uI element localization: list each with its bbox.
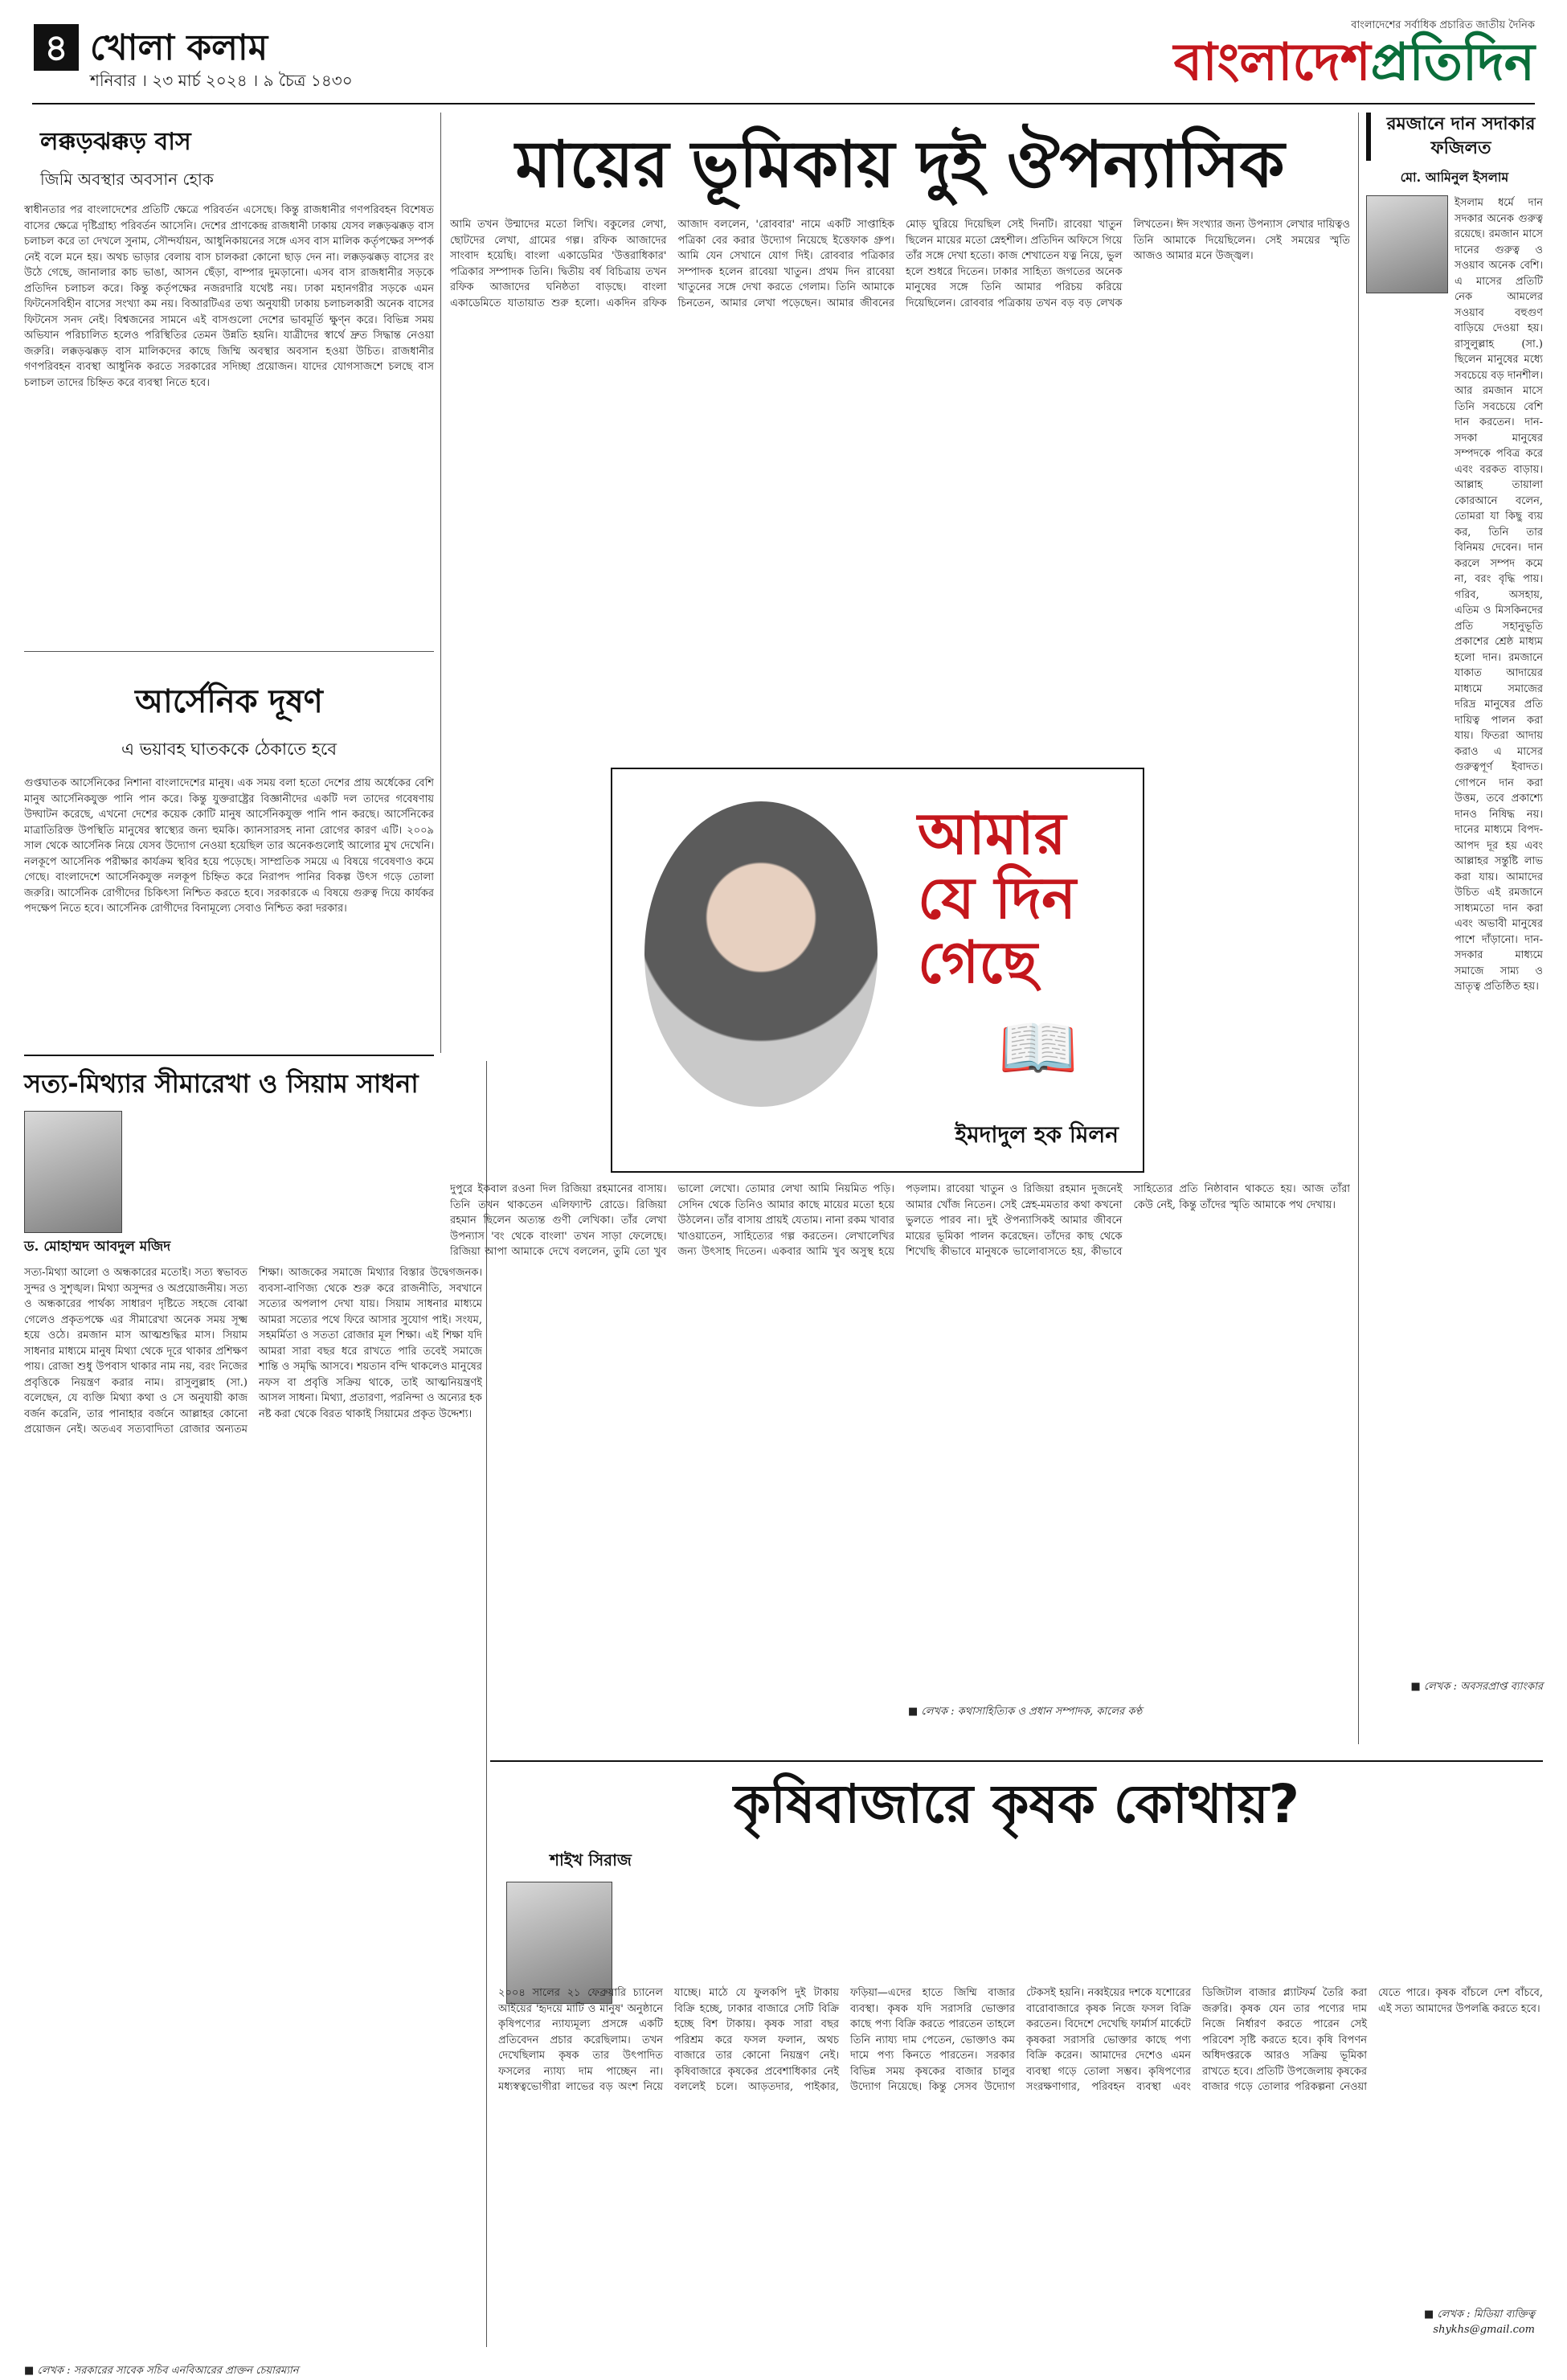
siyam-author: ড. মোহাম্মদ আবদুল মজিদ bbox=[24, 1239, 171, 1255]
siyam-body: সত্য-মিথ্যা আলো ও অন্ধকারের মতোই। সত্য স্বভাবত সুন্দর ও সুশৃঙ্খল। মিথ্যা অসুন্দর ও অপ্রয়োজনীয়। সত্য ও অন্ধকারের পার্থক্য সাধারণ দৃষ্টিতে সহজে বোঝা গেলেও প্রকৃতপক্ষে এর সীমারেখা অনেক সময় সূক্ষ্ম হয়ে ওঠে। রমজান মাস আত্মশুদ্ধির মাস। সিয়াম সাধনার মাধ্যমে মানুষ মিথ্যা থেকে দূরে থাকার প্রশিক্ষণ পায়। রোজা শুধু উপবাস থাকার নাম নয়, বরং নিজের প্রবৃত্তিকে নিয়ন্ত্রণ করার নাম। রাসুলুল্লাহ (সা.) বলেছেন, যে ব্যক্তি মিথ্যা কথা ও সে অনুযায়ী কাজ বর্জন করেনি, তার পানাহার বর্জনে আল্লাহর কোনো প্রয়োজন নেই। অতএব সত্যবাদিতা রোজার অন্যতম শিক্ষা। আজকের সমাজে মিথ্যার বিস্তার উদ্বেগজনক। ব্যবসা-বাণিজ্য থেকে শুরু করে রাজনীতি, সবখানে সত্যের অপলাপ দেখা যায়। সিয়াম সাধনার মাধ্যমে আমরা সত্যের পথে ফিরে আসার সুযোগ পাই। সংযম, সহমর্মিতা ও সততা রোজার মূল শিক্ষা। এই শিক্ষা যদি আমরা সারা বছর ধরে রাখতে পারি তবেই সমাজে শান্তি ও সমৃদ্ধি আসবে। শয়তান বন্দি থাকলেও মানুষের নফস বা প্রবৃত্তি সক্রিয় থাকে, তাই আত্মনিয়ন্ত্রণই আসল সাধনা। মিথ্যা, প্রতারণা, পরনিন্দা ও অন্যের হক নষ্ট করা থেকে বিরত থাকাই সিয়ামের প্রকৃত উদ্দেশ্য। bbox=[24, 1267, 482, 1436]
column-banner bbox=[918, 801, 1076, 994]
brand-name-part1: বাংলাদেশ bbox=[1173, 33, 1371, 92]
krishi-email[interactable]: shykhs@gmail.com bbox=[1433, 2324, 1535, 2336]
krishi-footnote-block bbox=[1424, 2307, 1535, 2336]
box-author: ইমদাদুল হক মিলন bbox=[955, 1121, 1119, 1148]
banner-line-3: গেছে bbox=[918, 928, 1037, 996]
left-divider-2 bbox=[24, 1055, 434, 1056]
siyam-story bbox=[24, 1061, 482, 2380]
col-divider-left bbox=[440, 113, 441, 1053]
siyam-author-photo bbox=[24, 1111, 122, 1233]
ramadan-author-photo bbox=[1366, 195, 1448, 293]
author-portrait bbox=[644, 801, 878, 1107]
main-story bbox=[450, 121, 1350, 209]
left-column bbox=[24, 113, 434, 1065]
story1-body: স্বাধীনতার পর বাংলাদেশের প্রতিটি ক্ষেত্রে পরিবর্তন এসেছে। কিন্তু রাজধানীর গণপরিবহন বিশেষত বাসের ক্ষেত্রে দৃষ্টিগ্রাহ্য পরিবর্তন আসেনি। দেশের প্রাণকেন্দ্র রাজধানী ঢাকায় যেসব লক্কড়ঝক্কড় বাস চলাচল করে তা দেখলে সুনাম, সৌন্দর্যায়ন, আধুনিকায়নের সঙ্গে এসব বাস মালিক কর্তৃপক্ষের সম্পর্ক নেই বলে মনে হয়। অথচ ভাড়ার বেলায় বাস চালকরা কোনো ছাড় দেন না। লক্কড়ঝক্কড় বাসের রং উঠে গেছে, জানালার কাচ ভাঙা, আসন ছেঁড়া, বাম্পার দুমড়ানো। এসব বাস রাজধানীর সড়কে প্রতিদিন চলাচল করে। কিন্তু কর্তৃপক্ষের নজরদারি যথেষ্ট নয়। ঢাকা মহানগরীর সড়কে এমন ফিটনেসবিহীন বাসের সংখ্যা কম নয়। বিআরটিএর তথ্য অনুযায়ী ঢাকায় চলাচলকারী অনেক বাসের ফিটনেস সনদ নেই। বিশ্বজনের সামনে এই বাসগুলো দেশের ভাবমূর্তি ক্ষুণ্ন করে। বিভিন্ন সময় অভিযান পরিচালিত হলেও পরিস্থিতির তেমন উন্নতি হয়নি। যাত্রীদের স্বার্থে দ্রুত সিদ্ধান্ত নেওয়া জরুরি। লক্কড়ঝক্কড় বাস মালিকদের কাছে জিম্মি অবস্থার অবসান হওয়া উচিত। রাজধানীর গণপরিবহন ব্যবস্থা আধুনিক করতে সরকারের সদিচ্ছা প্রয়োজন। যাদের যোগসাজশে চলছে বাস চলাচল তাদের চিহ্নিত করে ব্যবস্থা নিতে হবে। bbox=[24, 204, 434, 389]
main-story-title: মায়ের ভূমিকায় দুই ঔপন্যাসিক bbox=[515, 127, 1285, 202]
story2-sub: এ ভয়াবহ ঘাতককে ঠেকাতে হবে bbox=[121, 739, 338, 759]
brand-tagline: বাংলাদেশের সর্বাধিক প্রচারিত জাতীয় দৈনিক bbox=[1351, 19, 1535, 31]
masthead-rule bbox=[32, 103, 1535, 104]
main-story-body-a: আমি তখন উন্মাদের মতো লিখি। বকুলের লেখা, ছোটদের লেখা, গ্রামের গল্প। রফিক আজাদের সাংবাদ হয়েছি। বাংলা একাডেমির 'উত্তরাধিকার' পত্রিকার সম্পাদক তিনি। দ্বিতীয় বর্ষ বিচিত্রায় তখন রফিক আজাদের ঘনিষ্ঠতা বাড়ছে। বাংলা একাডেমিতে যাতায়াত শুরু হলো। একদিন রফিক আজাদ বললেন, 'রোববার' নামে একটি সাপ্তাহিক পত্রিকা বের করার উদ্যোগ নিয়েছে ইত্তেফাক গ্রুপ। আমি যেন সেখানে যোগ দিই। রোববার পত্রিকার সম্পাদক হলেন রাবেয়া খাতুন। প্রথম দিন রাবেয়া খাতুনের সঙ্গে দেখা করতে গেলাম। তিনি আমাকে চিনতেন, আমার লেখা পড়েছেন। আমার জীবনের মোড় ঘুরিয়ে দিয়েছিল সেই দিনটি। রাবেয়া খাতুন ছিলেন মায়ের মতো স্নেহশীল। প্রতিদিন অফিসে গিয়ে তাঁর সঙ্গে দেখা হতো। কাজ শেখাতেন যত্ন নিয়ে, ভুল হলে শুধরে দিতেন। ঢাকার সাহিত্য জগতের অনেক মানুষের সঙ্গে তিনি আমার পরিচয় করিয়ে দিয়েছিলেন। রোববার পত্রিকায় তখন বড় বড় লেখক লিখতেন। ঈদ সংখ্যার জন্য উপন্যাস লেখার দায়িত্বও তিনি আমাকে দিয়েছিলেন। সেই সময়ের স্মৃতি আজও আমার মনে উজ্জ্বল। bbox=[450, 219, 1350, 309]
ramadan-footnote: ■ লেখক : অবসরপ্রাপ্ত ব্যাংকার bbox=[1410, 1681, 1543, 1693]
krishi-author: শাইখ সিরাজ bbox=[550, 1850, 632, 1870]
feature-image-box bbox=[611, 768, 1144, 1173]
ramadan-author: মো. আমিনুল ইসলাম bbox=[1400, 170, 1509, 185]
krishi-footnote: ■ লেখক : মিডিয়া ব্যক্তিত্ব bbox=[1423, 2308, 1535, 2321]
krishi-title: কৃষিবাজারে কৃষক কোথায়? bbox=[733, 1773, 1300, 1835]
issue-date: শনিবার । ২৩ মার্চ ২০২৪ । ৯ চৈত্র ১৪৩০ bbox=[90, 71, 353, 90]
story2-title: আর্সেনিক দূষণ bbox=[135, 683, 323, 720]
krishi-story bbox=[490, 1768, 1543, 1841]
krishi-author-block bbox=[498, 1849, 683, 2004]
siyam-title: সত্য-মিথ্যার সীমারেখা ও সিয়াম সাধনা bbox=[24, 1068, 419, 1099]
siyam-footnote: ■ লেখক : সরকারের সাবেক সচিব এনবিআরের প্রাক্তন চেয়ারম্যান bbox=[24, 2365, 299, 2377]
ramadan-body: ইসলাম ধর্মে দান সদকার অনেক গুরুত্ব রয়েছে। রমজান মাসে দানের গুরুত্ব ও সওয়াব অনেক বেশি। এ মাসের প্রতিটি নেক আমলের সওয়াব বহুগুণ বাড়িয়ে দেওয়া হয়। রাসুলুল্লাহ (সা.) ছিলেন মানুষের মধ্যে সবচেয়ে বড় দানশীল। আর রমজান মাসে তিনি সবচেয়ে বেশি দান করতেন। দান-সদকা মানুষের সম্পদকে পবিত্র করে এবং বরকত বাড়ায়। আল্লাহ তায়ালা কোরআনে বলেন, তোমরা যা কিছু ব্যয় কর, তিনি তার বিনিময় দেবেন। দান করলে সম্পদ কমে না, বরং বৃদ্ধি পায়। গরিব, অসহায়, এতিম ও মিসকিনদের প্রতি সহানুভূতি প্রকাশের শ্রেষ্ঠ মাধ্যম হলো দান। রমজানে যাকাত আদায়ের মাধ্যমে সমাজের দরিদ্র মানুষের প্রতি দায়িত্ব পালন করা যায়। ফিতরা আদায় করাও এ মাসের গুরুত্বপূর্ণ ইবাদত। গোপনে দান করা উত্তম, তবে প্রকাশ্যে দানও নিষিদ্ধ নয়। দানের মাধ্যমে বিপদ-আপদ দূর হয় এবং আল্লাহর সন্তুষ্টি লাভ করা যায়। আমাদের উচিত এই রমজানে সাধ্যমতো দান করা এবং অভাবী মানুষের পাশে দাঁড়ানো। দান-সদকার মাধ্যমে সমাজে সাম্য ও ভ্রাতৃত্ব প্রতিষ্ঠিত হয়। bbox=[1454, 197, 1543, 993]
brand-name bbox=[1174, 35, 1535, 91]
main-story-footnote: ■ লেখক : কথাসাহিত্যিক ও প্রধান সম্পাদক, কালের কণ্ঠ bbox=[908, 1706, 1143, 1718]
col-divider-right bbox=[1358, 113, 1359, 1744]
banner-line-1: আমার bbox=[918, 800, 1066, 867]
left-divider-1 bbox=[24, 651, 434, 652]
story2-body: গুপ্তঘাতক আর্সেনিকের নিশানা বাংলাদেশের মানুষ। এক সময় বলা হতো দেশের প্রায় অর্ধেকের বেশি মানুষ আর্সেনিকযুক্ত পানি পান করে। কিন্তু যুক্তরাষ্ট্রের বিজ্ঞানীদের একটি দল তাদের গবেষণায় উদ্ঘাটন করেছে, এখনো দেশের কয়েক কোটি মানুষ আর্সেনিকযুক্ত পানি পান করছে। আর্সেনিকের মাত্রাতিরিক্ত উপস্থিতি মানুষের স্বাস্থ্যের জন্য হুমকি। ক্যানসারসহ নানা রোগের কারণ এটি। ২০০৯ সাল থেকে আর্সেনিক নিয়ে যেসব উদ্যোগ নেওয়া হয়েছিল তার অনেকগুলোই আলোর মুখ দেখেনি। নলকূপে আর্সেনিক পরীক্ষার কার্যক্রম স্থবির হয়ে পড়েছে। সাম্প্রতিক সময়ে এ বিষয়ে গবেষণাও কমে গেছে। বাংলাদেশে আর্সেনিকযুক্ত নলকূপ চিহ্নিত করে নিরাপদ পানির বিকল্প উৎস গড়ে তোলা জরুরি। আর্সেনিক রোগীদের চিকিৎসা নিশ্চিত করতে হবে। সরকারকে এ বিষয়ে গুরুত্ব দিয়ে কার্যকর পদক্ষেপ নিতে হবে। আর্সেনিক রোগীদের বিনামূল্যে সেবাও নিশ্চিত করা দরকার। bbox=[24, 777, 434, 915]
ramadan-story bbox=[1366, 113, 1543, 1696]
page-number: ৪ bbox=[34, 24, 79, 71]
brand-name-part2: প্রতিদিন bbox=[1370, 33, 1535, 92]
krishi-top-rule bbox=[490, 1760, 1543, 1762]
story1-title: লক্কড়ঝক্কড় বাস bbox=[40, 128, 191, 156]
main-story-body-b: দুপুরে ইকবাল রওনা দিল রিজিয়া রহমানের বাসায়। তিনি তখন থাকতেন এলিফ্যান্ট রোডে। রিজিয়া রহমান ছিলেন অত্যন্ত গুণী লেখিকা। তাঁর লেখা উপন্যাস 'বং থেকে বাংলা' তখন সাড়া ফেলেছে। রিজিয়া আপা আমাকে দেখে বললেন, তুমি তো খুব ভালো লেখো। তোমার লেখা আমি নিয়মিত পড়ি। সেদিন থেকে তিনিও আমার কাছে মায়ের মতো হয়ে উঠলেন। তাঁর বাসায় প্রায়ই যেতাম। নানা রকম খাবার খাওয়াতেন, সাহিত্যের গল্প করতেন। লেখালেখির জন্য উৎসাহ দিতেন। একবার আমি খুব অসুস্থ হয়ে পড়লাম। রাবেয়া খাতুন ও রিজিয়া রহমান দুজনেই আমার খোঁজ নিতেন। সেই স্নেহ-মমতার কথা কখনো ভুলতে পারব না। দুই ঔপন্যাসিকই আমার জীবনে মায়ের ভূমিকা পালন করেছেন। তাঁদের কাছ থেকে শিখেছি কীভাবে মানুষকে ভালোবাসতে হয়, কীভাবে সাহিত্যের প্রতি নিষ্ঠাবান থাকতে হয়। আজ তাঁরা কেউ নেই, কিন্তু তাঁদের স্মৃতি আমাকে পথ দেখায়। bbox=[450, 1183, 1350, 1258]
book-icon: 📖 bbox=[998, 1010, 1078, 1085]
krishi-body: ২০০৪ সালের ২১ ফেব্রুয়ারি চ্যানেল আইয়ের 'হৃদয়ে মাটি ও মানুষ' অনুষ্ঠানে কৃষিপণ্যের ন্যায্যমূল্য প্রসঙ্গে একটি প্রতিবেদন প্রচার করেছিলাম। তখন দেখেছিলাম কৃষক তার উৎপাদিত ফসলের ন্যায্য দাম পাচ্ছেন না। মধ্যস্বত্বভোগীরা লাভের বড় অংশ নিয়ে যাচ্ছে। মাঠে যে ফুলকপি দুই টাকায় বিক্রি হচ্ছে, ঢাকার বাজারে সেটি বিক্রি হচ্ছে বিশ টাকায়। কৃষক সারা বছর পরিশ্রম করে ফসল ফলান, অথচ বাজারে তার কোনো নিয়ন্ত্রণ নেই। কৃষিবাজারে কৃষকের প্রবেশাধিকার নেই বললেই চলে। আড়তদার, পাইকার, ফড়িয়া—এদের হাতে জিম্মি বাজার ব্যবস্থা। কৃষক যদি সরাসরি ভোক্তার কাছে পণ্য বিক্রি করতে পারতেন তাহলে তিনি ন্যায্য দাম পেতেন, ভোক্তাও কম দামে পণ্য কিনতে পারতেন। সরকার বিভিন্ন সময় কৃষকের বাজার চালুর উদ্যোগ নিয়েছে। কিন্তু সেসব উদ্যোগ টেকসই হয়নি। নব্বইয়ের দশকে যশোরের বারোবাজারে কৃষক নিজে ফসল বিক্রি করতেন। বিদেশে দেখেছি ফার্মার্স মার্কেটে কৃষকরা সরাসরি ভোক্তার কাছে পণ্য বিক্রি করেন। আমাদের দেশেও এমন ব্যবস্থা গড়ে তোলা সম্ভব। কৃষিপণ্যের সংরক্ষণাগার, পরিবহন ব্যবস্থা এবং ডিজিটাল বাজার প্ল্যাটফর্ম তৈরি করা জরুরি। কৃষক যেন তার পণ্যের দাম নিজে নির্ধারণ করতে পারেন সেই পরিবেশ সৃষ্টি করতে হবে। কৃষি বিপণন অধিদপ্তরকে আরও সক্রিয় ভূমিকা রাখতে হবে। প্রতিটি উপজেলায় কৃষকের বাজার গড়ে তোলার পরিকল্পনা নেওয়া যেতে পারে। কৃষক বাঁচলে দেশ বাঁচবে, এই সত্য আমাদের উপলব্ধি করতে হবে। bbox=[498, 1987, 1543, 2093]
banner-line-2: যে দিন bbox=[918, 864, 1077, 932]
newspaper-brand bbox=[1174, 18, 1535, 91]
section-title: খোলা কলাম bbox=[90, 27, 268, 68]
ramadan-title: রমজানে দান সদাকার ফজিলত bbox=[1386, 114, 1536, 158]
story1-author: জিমি অবস্থার অবসান হোক bbox=[40, 170, 214, 189]
